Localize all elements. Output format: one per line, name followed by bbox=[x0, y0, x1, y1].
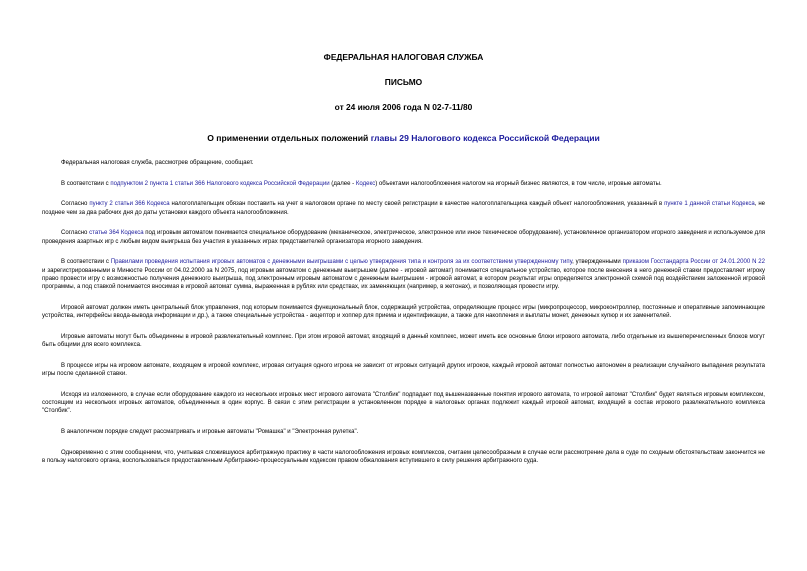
paragraph-text: Согласно bbox=[61, 230, 90, 237]
paragraph-text: В аналогичном порядке следует рассматривать и игровые автоматы "Ромашка" и "Электронная рулетка". bbox=[61, 429, 359, 436]
paragraph bbox=[42, 428, 765, 436]
paragraph-text: под игровым автоматом понимается специальное оборудование (механическое, электрическое, электронное или иное техническое оборудование), установленное организатором игорного заведения и используемое для проведения азартных игр с любым видом выигрыша без участия в указанных играх представителей организатора игорного заведения. bbox=[42, 230, 766, 245]
paragraph bbox=[42, 304, 765, 321]
paragraph-text: ) объектами налогообложения налогом на игорный бизнес являются, в том числе, игровые автоматы. bbox=[375, 180, 662, 187]
paragraph-text: Игровые автоматы могут быть объединены в игровой развлекательный комплекс. При этом игровой автомат, входящий в данный комплекс, может иметь все основные блоки игрового автомата, либо отдельные из вышеперечисленных блоков могут быть общими для всего комплекса. bbox=[42, 333, 765, 349]
paragraph-text: В соответствии с bbox=[61, 180, 111, 187]
document-body bbox=[42, 159, 765, 465]
document-link[interactable]: пункте 1 данной статьи Кодекса bbox=[664, 201, 755, 208]
paragraph-text: В процессе игры на игровом автомате, входящем в игровой комплекс, игровая ситуация одного игрока не зависит от игровых ситуаций других игроков, каждый игровой автомат полностью автономен в реализации случайного выпадения результата игры после сделанной ставки. bbox=[42, 362, 765, 378]
subject-link[interactable]: главы 29 Налогового кодекса Российской Федерации bbox=[370, 133, 600, 143]
paragraph-text: (далее - bbox=[329, 180, 356, 187]
paragraph-text: Одновременно с этим сообщением, что, учитывая сложившуюся арбитражную практику в части налогообложения игровых комплексов, считаем целесообразным в случае если рассмотрение дела в суде по сходным обстоятельствам закончится не в пользу налогового органа, воспользоваться предоставленным Арбитражно-процессуальным кодексом правом обжалования вступившего в силу решения арбитражного суда. bbox=[42, 449, 765, 465]
document-link[interactable]: статье 364 Кодекса bbox=[89, 230, 144, 237]
document-link[interactable]: Кодекс bbox=[355, 180, 376, 187]
paragraph bbox=[42, 391, 765, 416]
paragraph-text: В соответствии с bbox=[61, 259, 111, 266]
paragraph-text: и зарегистрированными в Минюсте России от 04.02.2000 за N 2075, под игровым автоматом с денежным выигрышем (далее - игровой автомат) понимается специальное устройство, которое после внесения в него денежной ставки предоставляет игроку право провести игру с возможностью получения денежного выигрыша, под электронным игровым автоматом с денежным выигрышем - игровой автомат, в котором результат игры определяется электронной схемой под воздействием заложенной игровой программы, а под ставкой понимается вносимая в игровой автомат сумма, выраженная в рублях или средствах, их заменяющих (например, в жетонах), и позволяющая провести игру. bbox=[42, 267, 765, 291]
date-number-heading: от 24 июля 2006 года N 02-7-11/80 bbox=[334, 102, 473, 112]
paragraph bbox=[42, 180, 765, 188]
paragraph-text: , утвержденными bbox=[572, 259, 623, 266]
paragraph bbox=[42, 200, 765, 217]
paragraph-text: , не позднее чем за два рабочих дня до даты установки каждого объекта налогообложения. bbox=[42, 201, 766, 216]
paragraph bbox=[42, 333, 765, 350]
paragraph-text: налогоплательщик обязан поставить на учет в налоговом органе по месту своей регистрации в качестве налогоплательщика каждый объект налогообложения, указанный в bbox=[169, 201, 665, 208]
paragraph bbox=[42, 159, 765, 167]
paragraph-text: Игровой автомат должен иметь центральный блок управления, под которым понимается функциональный блок, содержащий устройства, определяющие процесс игры (микропроцессор, микроконтроллер, постоянные и оперативные запоминающие устройства, интерфейсы ввода-вывода информации и др.), а также специальные устройства - акцептор и хоппер для приема и идентификации, а также для накопления и выплаты монет, денежных купюр и их заменителей. bbox=[42, 304, 765, 320]
paragraph bbox=[42, 449, 765, 466]
document-link[interactable]: Правилами проведения испытания игровых автоматов с денежными выигрышами с целью утверждения типа и контроля за их соответствием утвержденному типу bbox=[110, 259, 573, 266]
document-type-heading: ПИСЬМО bbox=[384, 77, 423, 87]
paragraph-text: Согласно bbox=[61, 201, 90, 208]
paragraph bbox=[42, 362, 765, 379]
paragraph-text: Федеральная налоговая служба, рассмотрев обращение, сообщает. bbox=[61, 160, 254, 166]
subject-text: О применении отдельных положений bbox=[207, 133, 371, 143]
document-link[interactable]: подпунктом 2 пункта 1 статьи 366 Налогового кодекса Российской Федерации bbox=[110, 180, 330, 187]
paragraph bbox=[42, 258, 765, 291]
paragraph bbox=[42, 229, 765, 246]
document-link[interactable]: приказом Госстандарта России от 24.01.2000 N 22 bbox=[622, 259, 765, 266]
subject-heading bbox=[42, 133, 765, 143]
paragraph-text: Исходя из изложенного, в случае если оборудование каждого из нескольких игровых мест игрового автомата "Столбик" подпадает под вышеназванные понятия игрового автомата, то игровой автомат "Столбик" будет являться игровым комплексом, состоящим из нескольких игровых автоматов, объединенных в один корпус. В связи с этим регистрации в установленном порядке в налоговых органах подлежит каждый игровой автомат, входящий в состав игрового развлекательного комплекса "Столбик". bbox=[42, 391, 765, 415]
agency-heading: ФЕДЕРАЛЬНАЯ НАЛОГОВАЯ СЛУЖБА bbox=[323, 52, 484, 62]
document-link[interactable]: пункту 2 статьи 366 Кодекса bbox=[89, 201, 170, 208]
